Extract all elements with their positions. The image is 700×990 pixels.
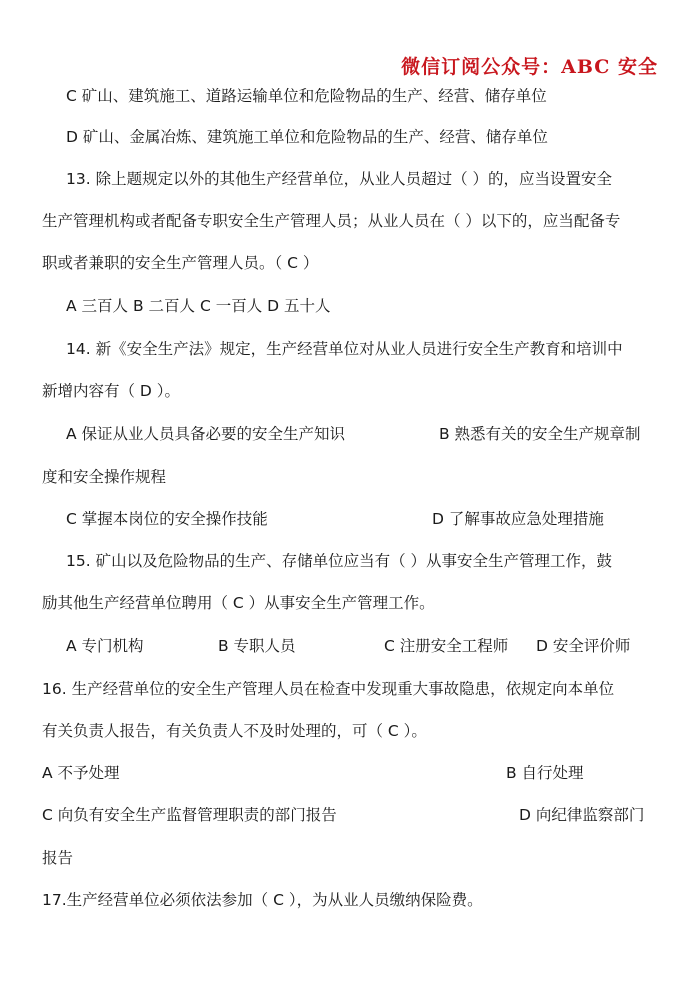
q15-option-a: A 专门机构 — [66, 637, 144, 655]
q15-stem-line-2: 励其他生产经营单位聘用（ C ）从事安全生产管理工作。 — [42, 594, 435, 612]
q14-option-b: B 熟悉有关的安全生产规章制 — [439, 425, 641, 443]
q16-option-a: A 不予处理 — [42, 764, 120, 782]
q15-option-c: C 注册安全工程师 — [384, 637, 509, 655]
q15-stem-line-1: 15. 矿山以及危险物品的生产、存储单位应当有（ ）从事安全生产管理工作，鼓 — [66, 552, 613, 570]
q12-option-d: D 矿山、金属冶炼、建筑施工单位和危险物品的生产、经营、储存单位 — [66, 128, 548, 146]
q14-option-c: C 掌握本岗位的安全操作技能 — [66, 510, 268, 528]
q16-option-d: D 向纪律监察部门 — [519, 806, 645, 824]
q14-option-d: D 了解事故应急处理措施 — [432, 510, 604, 528]
q14-option-b-cont: 度和安全操作规程 — [42, 468, 167, 486]
q16-stem-line-1: 16. 生产经营单位的安全生产管理人员在检查中发现重大事故隐患，依规定向本单位 — [42, 680, 615, 698]
q12-option-c: C 矿山、建筑施工、道路运输单位和危险物品的生产、经营、储存单位 — [66, 87, 547, 105]
q13-stem-line-1: 13. 除上题规定以外的其他生产经营单位，从业人员超过（ ）的，应当设置安全 — [66, 170, 613, 188]
wechat-header: 微信订阅公众号：ABC 安全 — [401, 56, 658, 78]
q13-stem-line-2: 生产管理机构或者配备专职安全生产管理人员；从业人员在（ ）以下的，应当配备专 — [42, 212, 621, 230]
q15-option-d: D 安全评价师 — [536, 637, 631, 655]
q17-stem-line-1: 17.生产经营单位必须依法参加（ C ），为从业人员缴纳保险费。 — [42, 891, 483, 909]
q13-options: A 三百人 B 二百人 C 一百人 D 五十人 — [66, 297, 331, 315]
q16-stem-line-2: 有关负责人报告，有关负责人不及时处理的，可（ C ）。 — [42, 722, 427, 740]
q15-option-b: B 专职人员 — [218, 637, 296, 655]
q14-stem-line-2: 新增内容有（ D ）。 — [42, 382, 181, 400]
q13-stem-line-3: 职或者兼职的安全生产管理人员。（ C ） — [42, 254, 319, 272]
q14-option-a: A 保证从业人员具备必要的安全生产知识 — [66, 425, 346, 443]
q14-stem-line-1: 14. 新《安全生产法》规定，生产经营单位对从业人员进行安全生产教育和培训中 — [66, 340, 623, 358]
q16-option-b: B 自行处理 — [506, 764, 584, 782]
q16-option-d-cont: 报告 — [42, 849, 74, 867]
q16-option-c: C 向负有安全生产监督管理职责的部门报告 — [42, 806, 337, 824]
